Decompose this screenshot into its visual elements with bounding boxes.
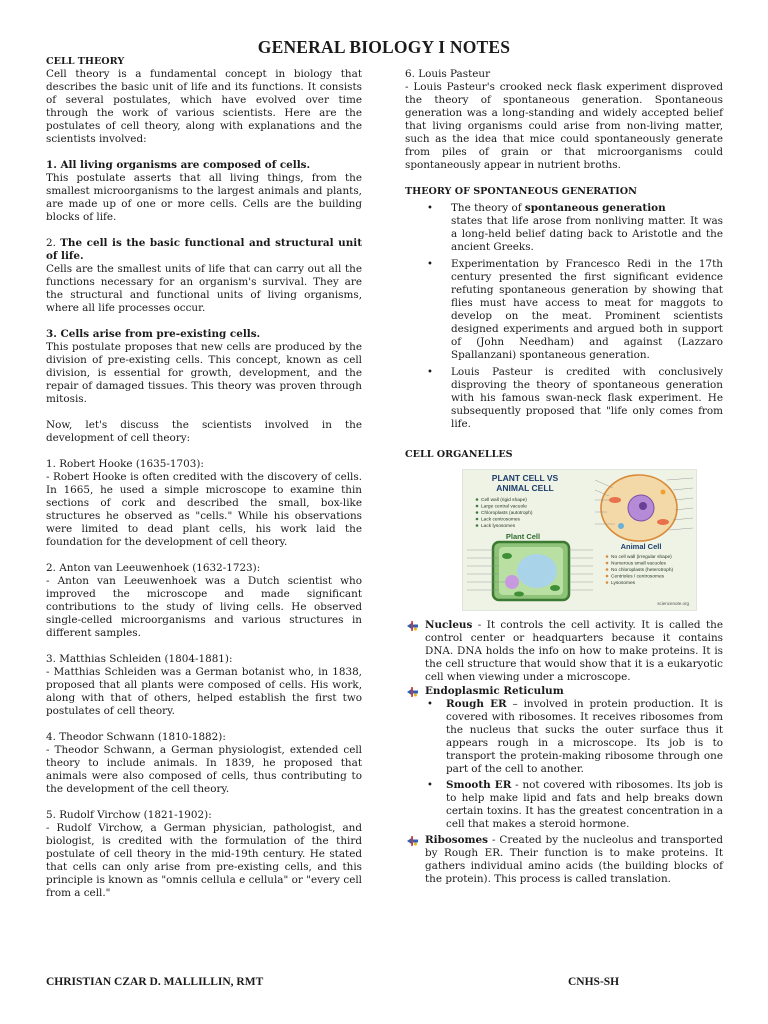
animal-feature-3: No chloroplasts (heterotroph) <box>611 568 674 573</box>
list-item <box>405 202 723 254</box>
bullet-icon: • <box>427 780 433 791</box>
list-item <box>405 619 723 684</box>
figure-title-line-1: PLANT CELL VS <box>491 473 559 483</box>
postulate-2-number: 2. <box>46 237 61 249</box>
figure-title-line-2: ANIMAL CELL <box>496 483 554 493</box>
list-item <box>405 834 723 886</box>
animal-feature-5: Lysosomes <box>611 581 636 586</box>
postulate-3-text: This postulate proposes that new cells are produced by the division of pre-existing cells. This concept, known as cell division, is essential for growth, development, and the repair of damaged tissues. This theory was proven through mitosis. <box>46 341 362 405</box>
scientist-1-name: 1. Robert Hooke (1635-1703): <box>46 458 204 470</box>
animal-feature-2: Numerous small vacuoles <box>611 561 666 567</box>
spontaneous-generation-heading: THEORY OF SPONTANEOUS GENERATION <box>405 186 637 197</box>
er-sublist <box>425 698 723 831</box>
arrow-bullet-icon <box>406 687 419 697</box>
postulate-2-title-text: The cell is the basic functional and structural unit of life. <box>46 237 363 262</box>
bullet-icon: • <box>427 699 433 710</box>
sg-bullet-2: Experimentation by Francesco Redi in the 17th century presented the first significant evidence refuting spontaneous generation by showing that flies must have access to meat for maggots to develop on the meat. Prominent scientists designed experiments and argued both in support of (John Needham) and against (Lazzaro Spallanzani) spontaneous generation. <box>451 258 723 361</box>
list-item <box>425 779 723 831</box>
page-title: GENERAL BIOLOGY I NOTES <box>257 37 511 57</box>
scientist-4-name: 4. Theodor Schwann (1810-1882): <box>46 731 226 743</box>
postulate-2-text: Cells are the smallest units of life that can carry out all the functions necessary for an organism's survival. They are the structural and functional units of living organisms, where all life processes occur. <box>46 263 362 314</box>
plant-feature-3: Chloroplasts (autotroph) <box>481 511 533 516</box>
animal-feature-1: No cell wall (irregular shape) <box>611 555 672 560</box>
scientist-6-name: 6. Louis Pasteur <box>405 68 491 80</box>
scientist-3-text: - Matthias Schleiden was a German botanist who, in 1838, proposed that all plants were composed of cells. His work, along with that of others, helped establish the first two postulates of cell theory. <box>46 666 362 717</box>
er-title: Endoplasmic Reticulum <box>425 685 564 697</box>
scientist-5-text: - Rudolf Virchow, a German physician, pathologist, and biologist, is credited with the formulation of the third postulate of cell theory in the mid-19th century. He stated that cells can only arise from pre-existing cells, and this principle is known as "omnis cellula e cellula" or "every cell from a cell." <box>46 822 362 899</box>
rough-er-title: Rough ER <box>446 698 507 710</box>
arrow-bullet-icon <box>406 621 419 631</box>
spontaneous-generation-list <box>405 202 723 431</box>
sg-bullet-1-pre: The theory of <box>451 202 525 214</box>
plant-vs-animal-cell-figure <box>462 469 697 611</box>
scientist-6-text: - Louis Pasteur's crooked neck flask experiment disproved the theory of spontaneous generation. Spontaneous generation was a long-standing and widely accepted belief that living organisms could arise from non-living matter, such as the idea that mice could spontaneously generate from piles of grain or that microorganisms could spontaneously appear in nutrient broths. <box>405 81 723 171</box>
cell-organelles-heading: CELL ORGANELLES <box>405 449 513 460</box>
bullet-icon: • <box>427 367 433 378</box>
smooth-er-title: Smooth ER <box>446 779 512 791</box>
scientist-1-text: - Robert Hooke is often credited with the discovery of cells. In 1665, he used a simple microscope to examine thin sections of cork and described the small, box-like structures he observed as "cells." While his observations were limited to dead plant cells, his work laid the foundation for the development of cell theory. <box>46 471 362 548</box>
nucleus-text: - It controls the cell activity. It is called the control center or headquarters because it contains DNA. DNA holds the info on how to make proteins. It is the cell structure that would show that it is a eukaryotic cell when viewing under a microscope. <box>425 619 723 683</box>
bullet-icon: • <box>427 203 433 214</box>
list-item <box>405 685 723 831</box>
rough-er-text: – involved in protein production. It is covered with ribosomes. It receives ribosomes from the nucleus that sucks the outer surface thus it appears rough in a microscope. Its job is to transport the protein-making ribosome through one part of the cell to another. <box>446 698 723 775</box>
cell-diagram <box>463 470 696 610</box>
postulate-1-title: 1. All living organisms are composed of cells. <box>46 159 311 171</box>
list-item <box>425 698 723 776</box>
plant-feature-5: Lack lysosomes <box>481 524 516 529</box>
plant-feature-4: Lack centrosomes <box>481 517 520 523</box>
smooth-er-text: - not covered with ribosomes. Its job is to help make lipid and fats and help breaks down certain toxins. It has the greatest concentration in a cell that makes a steroid hormone. <box>446 779 724 830</box>
scientist-2-text: - Anton van Leeuwenhoek was a Dutch scientist who improved the microscope and made significant contributions to the study of living cells. He observed single-celled microorganisms and various structures in different samples. <box>46 575 362 639</box>
scientist-3-name: 3. Matthias Schleiden (1804-1881): <box>46 653 233 665</box>
list-item <box>405 366 723 431</box>
animal-feature-4: Centrioles / centrosomes <box>611 574 665 580</box>
figure-credit: sciencenote.org <box>657 601 689 606</box>
postulate-2-title <box>46 237 362 263</box>
left-column <box>46 55 362 900</box>
footer-author: CHRISTIAN CZAR D. MALLILLIN, RMT <box>46 976 264 988</box>
postulate-3-title: 3. Cells arise from pre-existing cells. <box>46 328 261 340</box>
list-item <box>405 258 723 362</box>
ribosomes-title: Ribosomes <box>425 834 489 846</box>
sg-bullet-3: Louis Pasteur is credited with conclusively disproving the theory of spontaneous generation with his famous swan-neck flask experiment. He subsequently proposed that "life only comes from life. <box>451 366 723 430</box>
plant-feature-1: Cell wall (rigid shape) <box>481 498 527 503</box>
scientist-5-name: 5. Rudolf Virchow (1821-1902): <box>46 809 212 821</box>
cell-theory-intro: Cell theory is a fundamental concept in biology that describes the basic unit of life and its functions. It consists of several postulates, which have evolved over time through the work of various scientists. Here are the postulates of cell theory, along with explanations and the scientists involved: <box>46 68 362 145</box>
footer-school: CNHS-SH <box>568 976 620 988</box>
sg-bullet-1-rest: states that life arose from nonliving matter. It was a long-held belief dating back to Aristotle and the ancient Greeks. <box>451 215 723 253</box>
scientist-2-name: 2. Anton van Leeuwenhoek (1632-1723): <box>46 562 261 574</box>
animal-cell-label: Animal Cell <box>620 542 662 551</box>
bullet-icon: • <box>427 259 433 270</box>
nucleus-title: Nucleus <box>425 619 473 631</box>
plant-feature-2: Large central vacuole <box>481 504 527 510</box>
organelle-list <box>405 619 723 886</box>
right-column <box>405 68 723 887</box>
arrow-bullet-icon <box>406 836 419 846</box>
ribosomes-text: - Created by the nucleolus and transported by Rough ER. Their function is to make proteins. It gathers individual amino acids (the building blocks of the protein). This process is called translation. <box>425 834 723 885</box>
scientists-intro: Now, let's discuss the scientists involved in the development of cell theory: <box>46 419 362 444</box>
postulate-1-text: This postulate asserts that all living things, from the smallest microorganisms to the largest animals and plants, are made up of one or more cells. Cells are the building blocks of life. <box>46 172 362 223</box>
plant-cell-label: Plant Cell <box>505 532 541 541</box>
scientist-4-text: - Theodor Schwann, a German physiologist, extended cell theory to include animals. In 1839, he proposed that animals were also composed of cells, thus contributing to the development of the cell theory. <box>46 744 362 795</box>
sg-bullet-1-bold: spontaneous generation <box>524 202 666 214</box>
cell-theory-heading: CELL THEORY <box>46 56 125 67</box>
